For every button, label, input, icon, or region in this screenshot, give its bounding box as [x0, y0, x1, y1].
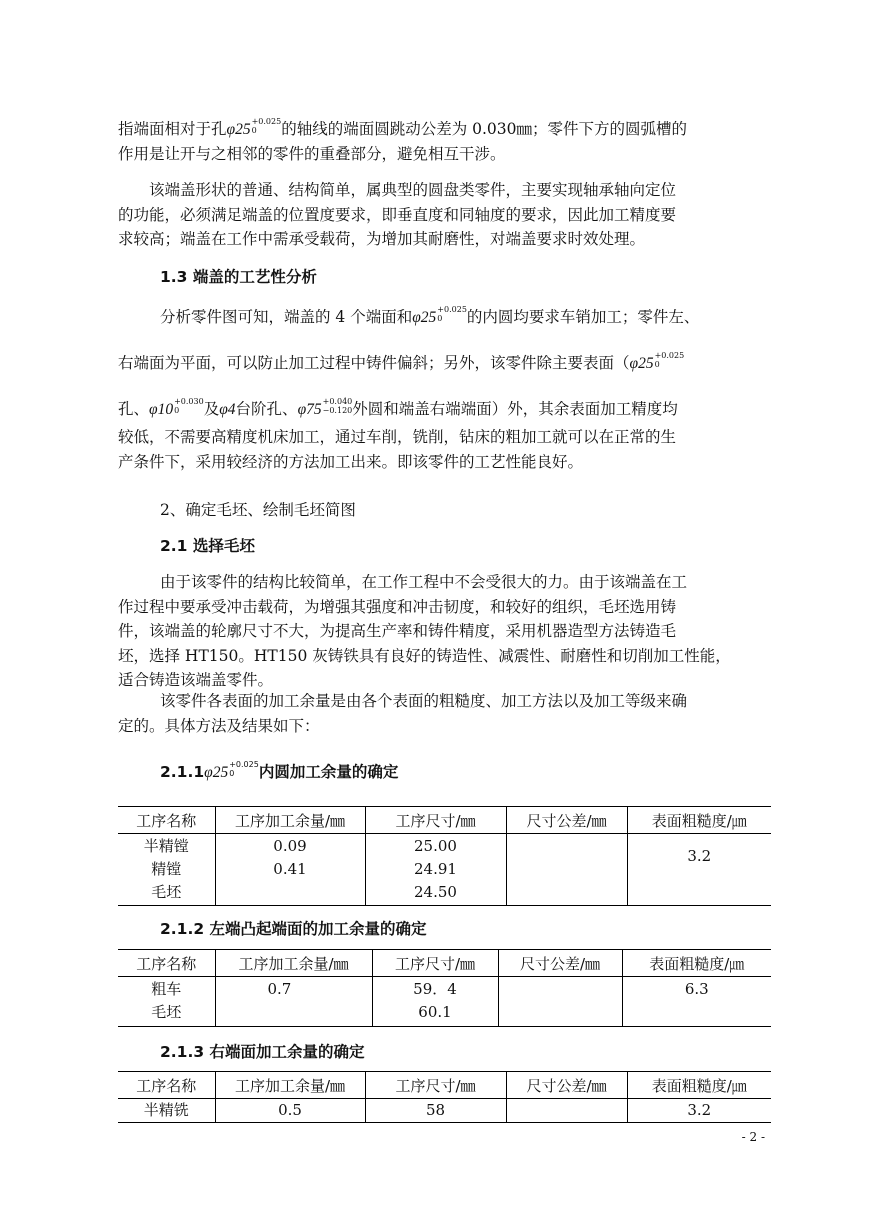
- paragraph-line: 作过程中要承受冲击载荷，为增强其强度和冲击韧度，和较好的组织，毛坯选用铸: [118, 597, 677, 616]
- cell-line: 毛坯: [151, 1003, 182, 1021]
- allowance-table-3: [118, 1071, 771, 1123]
- table-header-row: [118, 1072, 771, 1099]
- table-header-row: [118, 950, 771, 977]
- table-row: [118, 977, 771, 1027]
- diameter-symbol: φ10: [149, 401, 174, 418]
- tolerance-upper: +0.040: [322, 397, 353, 406]
- cell-line: 粗车: [151, 980, 182, 998]
- column-header: 工序加工余量/㎜: [215, 807, 365, 834]
- diameter-symbol: φ25: [412, 309, 437, 326]
- tolerance: [323, 397, 353, 415]
- table-header-row: [118, 807, 771, 834]
- allowance-table-2: [118, 949, 771, 1027]
- text-run: 外圆和端盖右端端面）外，其余表面加工精度均: [352, 400, 678, 418]
- allowance-table-1: [118, 806, 771, 906]
- table-cell: [118, 834, 215, 906]
- text-run: 台阶孔、: [235, 400, 298, 418]
- column-header: 尺寸公差/㎜: [506, 807, 627, 834]
- paragraph-2: [118, 178, 768, 252]
- text-run: 孔、: [118, 400, 150, 418]
- column-header: 工序名称: [118, 807, 215, 834]
- cell-line: 24.50: [414, 883, 457, 901]
- cell-line: 60.1: [418, 1003, 452, 1021]
- cell-line: 半精镗: [143, 837, 189, 855]
- tolerance-upper: +0.030: [174, 397, 204, 406]
- table-row: [118, 1099, 771, 1123]
- column-header: 工序加工余量/㎜: [215, 950, 372, 977]
- tolerance-upper: +0.025: [437, 305, 467, 314]
- paragraph-line: [118, 117, 768, 142]
- column-header: 工序名称: [118, 1072, 215, 1099]
- table-cell: [118, 977, 215, 1027]
- column-header: 工序尺寸/㎜: [365, 1072, 506, 1099]
- tolerance: [437, 305, 467, 323]
- paragraph-line: 定的。具体方法及结果如下：: [118, 716, 320, 735]
- paragraph-line: 产条件下，采用较经济的方法加工出来。即该零件的工艺性能良好。: [118, 452, 584, 471]
- page-number: - 2 -: [741, 1130, 765, 1144]
- paragraph-line: 作用是让开与之相邻的零件的重叠部分，避免相互干涉。: [118, 144, 506, 163]
- diameter-symbol: φ25: [204, 764, 229, 781]
- tolerance-upper: +0.025: [251, 117, 282, 126]
- paragraph-line: 由于该零件的结构比较简单，在工作工程中不会受很大的力。由于该端盖在工: [160, 573, 688, 591]
- paragraph-line: 件，该端盖的轮廓尺寸不大，为提高生产率和铸件精度，采用机器造型方法铸造毛: [118, 622, 677, 640]
- text-run: 右端面为平面，可以防止加工过程中铸件偏斜；另外，该零件除主要表面（: [118, 354, 630, 372]
- section-heading-2: 2、确定毛坯、绘制毛坯简图: [160, 501, 356, 519]
- table-cell: [372, 977, 498, 1027]
- column-header: 工序名称: [118, 950, 215, 977]
- paragraph-line: 该零件各表面的加工余量是由各个表面的粗糙度、加工方法以及加工等级来确: [160, 692, 688, 710]
- paragraph-line: 较低，不需要高精度机床加工，通过车削，铣削，钻床的粗加工就可以在正常的生: [118, 428, 677, 446]
- table-row: [118, 834, 771, 906]
- tolerance: [229, 760, 259, 778]
- tolerance: [252, 117, 282, 135]
- text-run: 的内圆均要求车销加工；零件左、: [466, 308, 700, 326]
- cell-line: 0.09: [273, 837, 307, 855]
- diameter-symbol: φ25: [226, 121, 251, 138]
- table-cell: 3.2: [627, 1099, 771, 1123]
- diameter-symbol: φ4: [219, 401, 236, 418]
- tolerance-lower: 0: [654, 360, 660, 369]
- paragraph-4: [118, 570, 768, 693]
- tolerance-lower: 0: [174, 406, 180, 415]
- cell-line: 0.7: [267, 980, 292, 998]
- tolerance-upper: +0.025: [654, 351, 685, 360]
- column-header: 工序尺寸/㎜: [372, 950, 498, 977]
- cell-line: 24.91: [414, 860, 457, 878]
- column-header: 尺寸公差/㎜: [506, 1072, 627, 1099]
- tolerance-lower: 0: [437, 314, 443, 323]
- column-header: 表面粗糙度/㎛: [627, 1072, 771, 1099]
- column-header: 工序加工余量/㎜: [215, 1072, 365, 1099]
- text-run: 分析零件图可知，端盖的 4 个端面和: [160, 308, 413, 326]
- column-header: 尺寸公差/㎜: [498, 950, 622, 977]
- cell-line: 0.41: [273, 860, 307, 878]
- table-cell: [215, 977, 372, 1027]
- section-heading-1-3: 1.3 端盖的工艺性分析: [160, 268, 317, 286]
- tolerance: [655, 351, 685, 369]
- paragraph-1: [118, 117, 768, 166]
- column-header: 工序尺寸/㎜: [365, 807, 506, 834]
- text-run: 指端面相对于孔: [118, 120, 227, 138]
- cell-line: 精镗: [151, 860, 182, 878]
- table-cell: 58: [365, 1099, 506, 1123]
- paragraph-5: [118, 689, 768, 738]
- text-run: 及: [203, 400, 220, 418]
- section-heading-2-1-3: 2.1.3 右端面加工余量的确定: [160, 1043, 365, 1061]
- column-header: 表面粗糙度/㎛: [627, 807, 771, 834]
- section-heading-2-1-1: [160, 760, 398, 782]
- paragraph-line: 的功能，必须满足端盖的位置度要求，即垂直度和同轴度的要求，因此加工精度要: [118, 205, 677, 224]
- paragraph-line: [118, 397, 768, 425]
- paragraph-line: 适合铸造该端盖零件。: [118, 671, 274, 689]
- cell-line: 25.00: [414, 837, 457, 855]
- tolerance-lower: 0: [229, 768, 235, 778]
- section-heading-2-1-2: 2.1.2 左端凸起端面的加工余量的确定: [160, 920, 427, 938]
- tolerance-lower: 0: [251, 126, 257, 135]
- table-cell: [506, 834, 627, 906]
- cell-line: 59．4: [413, 980, 457, 998]
- paragraph-line: 求较高；端盖在工作中需承受载荷，为增加其耐磨性，对端盖要求时效处理。: [118, 230, 646, 248]
- paragraph-3: [118, 305, 768, 474]
- diameter-symbol: φ25: [629, 355, 654, 372]
- paragraph-line: [118, 305, 768, 351]
- table-cell: 6.3: [622, 977, 771, 1027]
- table-cell: [506, 1099, 627, 1123]
- table-cell: [498, 977, 622, 1027]
- tolerance-lower: −0.120: [322, 406, 353, 415]
- heading-number: 2.1.1: [160, 763, 205, 781]
- paragraph-line: [118, 351, 768, 397]
- tolerance: [174, 397, 204, 415]
- table-cell: [215, 834, 365, 906]
- section-heading-2-1: 2.1 选择毛坯: [160, 537, 255, 555]
- diameter-symbol: φ75: [297, 401, 322, 418]
- tolerance-upper: +0.025: [229, 759, 259, 769]
- table-cell: 3.2: [627, 834, 771, 906]
- cell-line: 毛坯: [151, 883, 182, 901]
- table-cell: 半精铣: [118, 1099, 215, 1123]
- paragraph-line: 该端盖形状的普通、结构简单，属典型的圆盘类零件，主要实现轴承轴向定位: [149, 181, 677, 199]
- table-cell: [365, 834, 506, 906]
- table-cell: 0.5: [215, 1099, 365, 1123]
- paragraph-line: 坯，选择 HT150。HT150 灰铸铁具有良好的铸造性、减震性、耐磨性和切削加工性能，: [118, 646, 731, 665]
- column-header: 表面粗糙度/㎛: [622, 950, 771, 977]
- heading-text: 内圆加工余量的确定: [258, 763, 399, 781]
- text-run: 的轴线的端面圆跳动公差为 0.030㎜；零件下方的圆弧槽的: [281, 120, 688, 138]
